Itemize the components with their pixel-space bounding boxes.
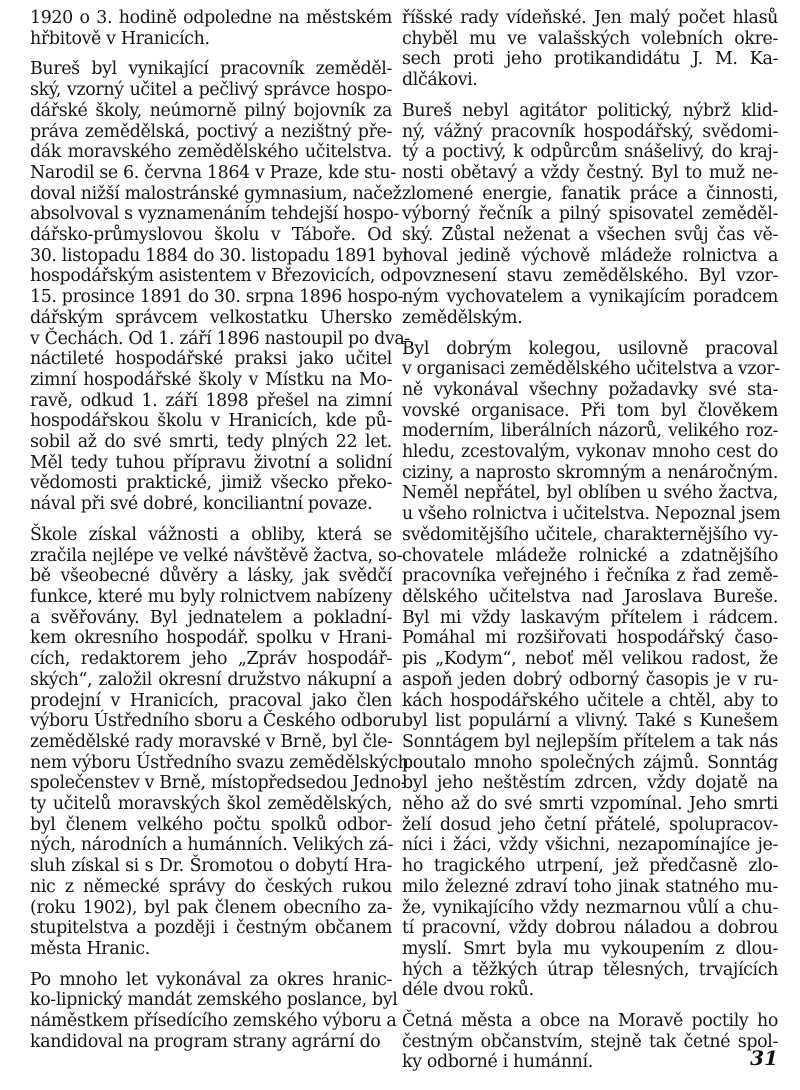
paragraph [30, 524, 409, 960]
text-line: chovatele mládeže rolnické a zdatnějšího [402, 545, 778, 566]
text-line: poutalo mnoho společných zájmů. Sonntág [402, 752, 778, 773]
text-line: výborný řečník a pilný spisovatel zeměděl- [402, 204, 778, 225]
text-line: (roku 1902), byl pak členem obecního za- [30, 897, 392, 918]
text-line: stupitelstva a později i čestným občanem [30, 918, 392, 939]
text-line: absolvoval s vyznamenáním tehdejší hospo- [30, 204, 400, 225]
text-line: společenstev v Brně, místopředsedou Jedno- [30, 773, 407, 794]
text-line: tí pracovní, vždy dobrou náladou a dobrou [402, 918, 778, 939]
paragraph [402, 101, 778, 329]
text-line: cích, redaktorem jeho „Zpráv hospodář- [30, 649, 392, 670]
text-line: vědomosti praktické, jimiž všecko překo- [30, 473, 392, 494]
text-line: Byl dobrým kolegou, usilovně pracoval [402, 338, 778, 359]
text-line: ko-lipnický mandát zemského poslance, byl [30, 990, 398, 1011]
text-line: Bureš byl vynikající pracovník zeměděl- [30, 59, 392, 80]
text-line: déle dvou roků. [402, 980, 534, 1001]
text-line: ravě, odkud 1. září 1898 přešel na zimní [30, 390, 392, 411]
text-line: Četná města a obce na Moravě poctily ho [402, 1011, 778, 1032]
text-line: u všeho rolnictva i učitelstva. Nepoznal jsem [402, 504, 781, 525]
text-line: povznesení stavu zemědělského. Byl vzor- [402, 266, 778, 287]
text-line: ně vykonával všechny požadavky své sta- [402, 379, 778, 400]
text-line: noval jedině výchově mládeže rolnictva a [402, 245, 778, 266]
text-line: bě všeobecné důvěry a lásky, jak svědčí [30, 566, 392, 587]
text-line: dářské školy, neúmorně pilný bojovník za [30, 100, 392, 121]
paragraph [402, 338, 781, 1002]
text-line: v organisaci zemědělského učitelstva a vzor- [402, 359, 780, 380]
paragraph [402, 8, 778, 91]
text-line: nem výboru Ústředního svazu zemědělských [30, 752, 409, 773]
text-line: zemědělským. [402, 307, 523, 328]
text-line: Bureš nebyl agitátor politický, nýbrž klid- [402, 100, 778, 121]
text-line: byl list populární a vlivný. Také s Kunešem [402, 711, 778, 732]
text-line: nosti obětavý a vždy čestný. Byl to muž ne- [402, 162, 778, 183]
text-line: 1920 o 3. hodině odpoledne na městském [30, 8, 392, 28]
text-line: zračila nejlépe ve velké návštěvě žactva, so- [30, 545, 403, 566]
text-line: byl členem velkého počtu spolků odbor- [30, 814, 392, 835]
text-line: 30. listopadu 1884 do 30. listopadu 1891 byl [30, 245, 408, 266]
text-line: říšské rady vídeňské. Jen malý počet hlasů [402, 8, 778, 28]
text-line: práva zemědělská, poctivý a nezištný pře- [30, 121, 392, 142]
text-line: Měl tedy tuhou přípravu životní a solidní [30, 452, 392, 473]
text-line: sech proti jeho protikandidátu J. M. Ka- [402, 49, 778, 70]
text-line: náctileté hospodářské praksi jako učitel [30, 349, 392, 370]
paragraph [30, 8, 392, 49]
text-line: dělského učitelstva nad Jaroslava Bureše. [402, 586, 778, 607]
text-line: výboru Ústředního sboru a Českého odboru [30, 711, 402, 732]
text-line: ty učitelů moravských škol zemědělských, [30, 794, 392, 815]
text-line: ských“, založil okresní družstvo nákupní a [30, 669, 392, 690]
text-line: Neměl nepřátel, byl oblíben u svého žactva, [402, 483, 778, 504]
text-line: vovské organisace. Při tom byl člověkem [402, 400, 778, 421]
text-line: myslí. Smrt byla mu vykoupením z dlou- [402, 938, 778, 959]
text-line: hospodářskou školu v Hranicích, kde pů- [30, 411, 392, 432]
text-line: dák moravského zemědělského učitelstva. [30, 142, 392, 163]
text-line: prodejní v Hranicích, pracoval jako člen [30, 690, 392, 711]
text-line: zlomené energie, fanatik práce a činnosti, [402, 183, 778, 204]
text-line: sluh získal si s Dr. Šromotou o dobytí Hra- [30, 856, 392, 877]
text-line: svědomitějšího učitele, charakternějšího vy- [402, 524, 778, 545]
text-line: ný, vážný pracovník hospodářský, svědomi- [402, 121, 778, 142]
text-line: ský, vzorný učitel a pečlivý správce hospo- [30, 80, 392, 101]
text-line: tý a poctivý, k odpůrcům snášelivý, do kraj- [402, 142, 778, 163]
text-line: ciziny, a naprosto skromným a nenáročným. [402, 462, 778, 483]
text-line: hých a těžkých útrap tělesných, trvajících [402, 959, 778, 980]
right-column [402, 8, 781, 1083]
text-line: sobil až do své smrti, tedy plných 22 let. [30, 432, 392, 453]
text-line: náměstkem přísedícího zemského výboru a [30, 1011, 397, 1032]
text-line: ho tragického utrpení, jež předčasně zlo- [402, 856, 778, 877]
text-line: nával při své dobré, konciliantní povaze. [30, 494, 373, 515]
text-line: čestným občanstvím, stejně tak četné spol- [402, 1031, 778, 1052]
text-line: něho až do své smrti vzpomínal. Jeho smrti [402, 794, 778, 815]
text-line: dlčákovi. [402, 70, 478, 91]
text-line: chyběl mu ve valašských volebních okre- [402, 28, 778, 49]
text-line: ných, národních a humánních. Velikých zá- [30, 835, 394, 856]
text-line: že, vynikajícího vždy nezmarnou vůlí a chu- [402, 897, 778, 918]
text-line: kách hospodářského učitele a chtěl, aby to [402, 690, 778, 711]
text-line: Škole získal vážnosti a obliby, která se [30, 524, 392, 545]
text-line: funkce, které mu byly rolnictvem nabízeny [30, 586, 392, 607]
text-line: Narodil se 6. června 1864 v Praze, kde stu- [30, 162, 396, 183]
text-line: ky odborné i humánní. [402, 1052, 593, 1073]
text-line: byl jeho neštěstím zdrcen, vždy dojatě na [402, 773, 778, 794]
text-line: hřbitově v Hranicích. [30, 28, 210, 49]
text-line: moderním, liberálních názorů, velikého roz- [402, 421, 778, 442]
text-line: Pomáhal mi rozšiřovati hospodářský časo- [402, 628, 778, 649]
text-line: dářsko-průmyslovou školu v Táboře. Od [30, 225, 392, 246]
text-line: Sonntágem byl nejlepším přítelem a tak nás [402, 731, 778, 752]
paragraph [30, 969, 398, 1053]
text-line: kem okresního hospodář. spolku v Hrani- [30, 628, 392, 649]
text-line: hledu, zcestovalým, vykonav mnoho cest do [402, 442, 778, 463]
text-line: ným vychovatelem a vynikajícím poradcem [402, 287, 778, 308]
left-column [30, 8, 410, 1062]
text-line: v Čechách. Od 1. září 1896 nastoupil po dva- [30, 328, 410, 349]
text-line: Po mnoho let vykonával za okres hranic- [30, 969, 392, 990]
text-line: města Hranic. [30, 938, 150, 959]
text-line: doval nižší malostránské gymnasium, načež [30, 183, 402, 204]
text-line: pracovníka veřejného i řečníka z řad země- [402, 566, 778, 587]
text-line: 15. prosince 1891 do 30. srpna 1896 hospo- [30, 287, 404, 308]
text-line: nic z německé správy do českých rukou [30, 876, 392, 897]
paragraph [402, 1011, 778, 1073]
text-line: želí dosud jeho četní přátelé, spolupracov- [402, 814, 778, 835]
text-line: a svěřovány. Byl jednatelem a pokladní- [30, 607, 392, 628]
paragraph [30, 59, 410, 515]
text-line: ský. Zůstal neženat a všechen svůj čas vě- [402, 225, 778, 246]
text-line: aspoň jeden dobrý odborný časopis je v ru- [402, 669, 778, 690]
text-line: milo železné zdraví toho jinak statného mu- [402, 876, 778, 897]
text-line: pis „Kodym“, neboť měl velikou radost, že [402, 649, 778, 670]
text-line: zimní hospodářské školy v Místku na Mo- [30, 369, 392, 390]
page-number: 31 [750, 1046, 778, 1070]
text-line: kandidoval na program strany agrární do [30, 1031, 381, 1052]
text-line: Byl mi vždy laskavým přítelem i rádcem. [402, 607, 778, 628]
text-line: dářským správcem velkostatku Uhersko [30, 307, 392, 328]
text-line: zemědělské rady moravské v Brně, byl čle- [30, 731, 393, 752]
text-line: hospodářským asistentem v Březovicích, od [30, 266, 402, 287]
text-line: níci i žáci, vždy všichni, nezapomínajíce je- [402, 835, 778, 856]
